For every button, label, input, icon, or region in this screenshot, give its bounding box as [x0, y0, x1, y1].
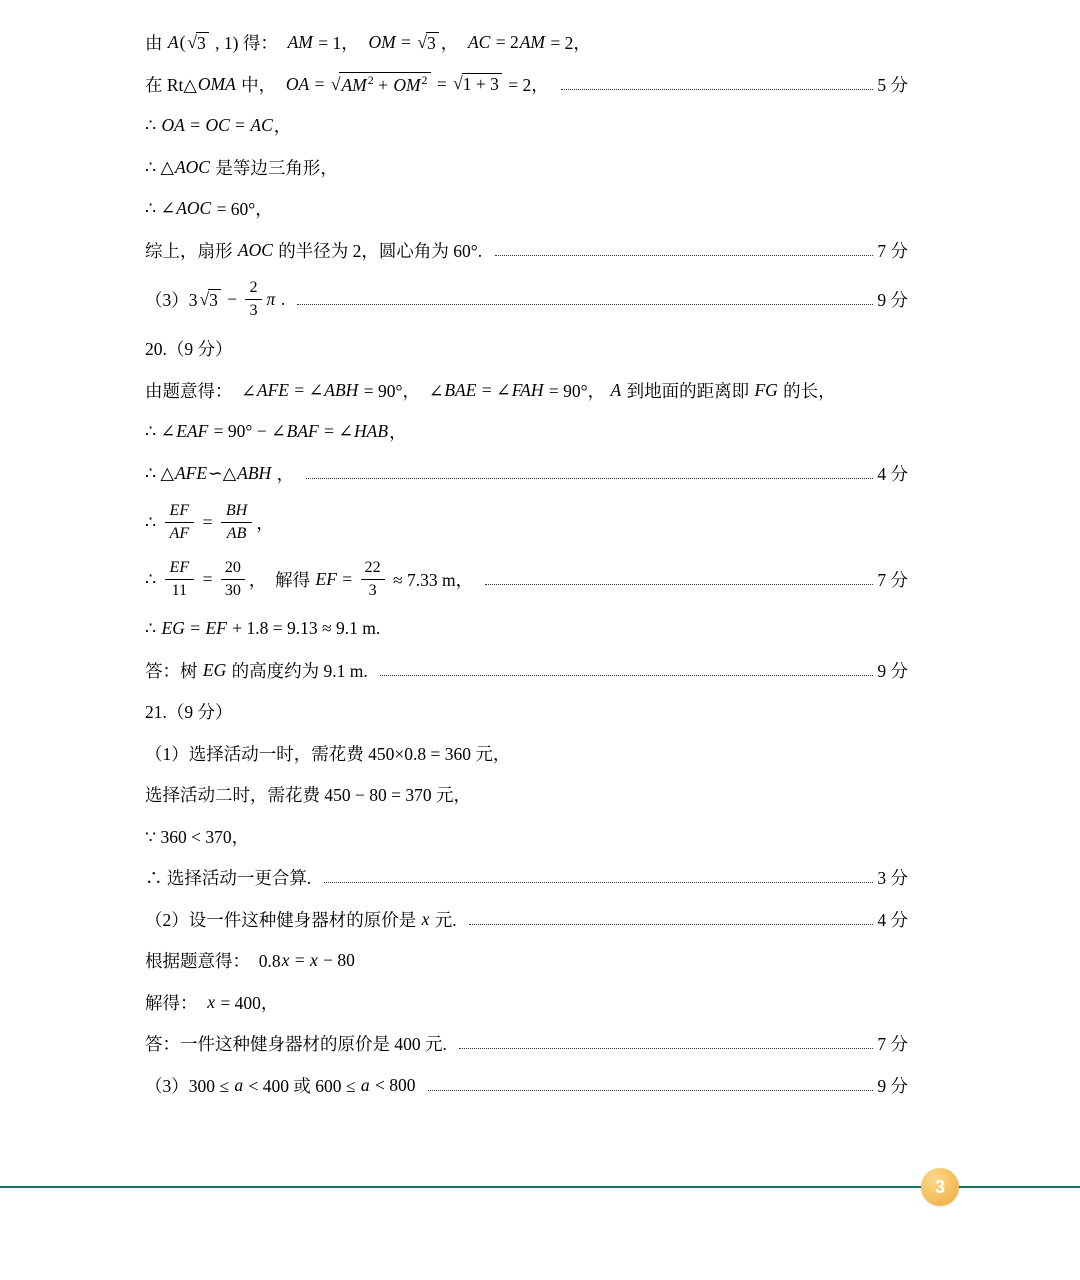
- math-variable: AF: [169, 525, 190, 542]
- text-segment: ，: [440, 33, 467, 54]
- dotted-leader: [306, 478, 873, 479]
- math-variable: BAF: [286, 421, 319, 442]
- numerator: [245, 278, 261, 300]
- text-segment: = 2，: [503, 74, 554, 95]
- text-segment: =: [396, 32, 416, 53]
- text-segment: = 90° − ∠: [209, 421, 286, 442]
- math-variable: x: [421, 908, 430, 929]
- text-segment: = 1，: [313, 33, 368, 54]
- score-label: 4 分: [877, 463, 908, 484]
- solution-line: [145, 982, 908, 1024]
- text-segment: ∴ △: [145, 156, 174, 177]
- dotted-leader: [428, 1090, 874, 1091]
- math-variable: AM: [341, 75, 367, 96]
- solution-line: [145, 147, 908, 189]
- text-segment: 22: [364, 558, 381, 576]
- solution-line: [145, 857, 908, 899]
- score-label: 5 分: [877, 74, 908, 95]
- text-segment: ∴ ∠: [145, 198, 176, 219]
- radical-sign: √: [453, 73, 463, 94]
- text-segment: ∴ ∠: [145, 421, 176, 442]
- score-label: 9 分: [877, 290, 908, 310]
- text-segment: , 1) 得：: [210, 33, 287, 54]
- math-variable: EF: [315, 569, 337, 589]
- math-power: [340, 75, 373, 95]
- text-segment: ，: [389, 422, 407, 443]
- text-segment: =: [337, 569, 357, 589]
- radical-sign: √: [187, 31, 198, 52]
- text-segment: 20.（9 分）: [145, 339, 233, 360]
- text-segment: = ∠: [290, 379, 324, 400]
- math-variable: AC: [467, 32, 491, 53]
- text-segment: 3: [209, 289, 218, 310]
- solution-line: [145, 733, 908, 775]
- math-variable: ABH: [324, 379, 359, 400]
- text-segment: ∴: [145, 569, 161, 589]
- dotted-leader: [561, 89, 873, 90]
- denominator: [365, 580, 381, 601]
- math-variable: BAE: [444, 379, 477, 400]
- solution-line: [145, 608, 908, 650]
- text-segment: 2: [249, 278, 258, 296]
- dotted-leader: [324, 882, 874, 883]
- fraction: [361, 558, 385, 601]
- math-variable: BH: [225, 501, 248, 519]
- text-segment: 3: [197, 32, 206, 53]
- denominator: [165, 523, 195, 544]
- text-segment: 在 Rt△: [145, 74, 197, 95]
- math-variable: EF: [205, 618, 227, 639]
- math-variable: HAB: [354, 421, 389, 442]
- text-segment: ∽△: [208, 462, 237, 483]
- fraction: [165, 501, 195, 544]
- math-variable: AOC: [237, 239, 273, 260]
- math-variable: EF: [169, 501, 190, 519]
- math-variable: AFE: [174, 462, 208, 483]
- solution-line: [145, 105, 908, 147]
- solution-line: [145, 899, 908, 941]
- solution-line: [145, 328, 908, 370]
- text-segment: 综上，扇形: [145, 240, 237, 261]
- denominator: [168, 580, 192, 601]
- math-exponent: 2: [367, 73, 374, 88]
- footer-divider: [0, 1186, 1080, 1188]
- text-segment: 的半径为 2，圆心角为 60°.: [273, 240, 487, 261]
- solution-line: [145, 1065, 908, 1107]
- math-variable: OA: [285, 73, 310, 94]
- text-segment: +: [373, 75, 393, 96]
- math-variable: EF: [169, 558, 190, 576]
- text-segment: 3: [426, 32, 436, 53]
- text-segment: 选择活动二时，需花费 450 − 80 = 370 元，: [145, 785, 471, 806]
- solution-line: [145, 411, 908, 453]
- fraction: [165, 558, 195, 601]
- text-segment: =: [290, 950, 310, 971]
- solution-line: [145, 22, 908, 64]
- text-segment: （3）300 ≤: [145, 1075, 234, 1096]
- denominator: [221, 580, 245, 601]
- fraction: [221, 558, 245, 601]
- text-segment: =: [198, 569, 217, 589]
- math-variable: AM: [287, 32, 313, 53]
- text-segment: < 800: [370, 1074, 420, 1095]
- math-variable: x: [207, 991, 216, 1012]
- score-label: 9 分: [877, 660, 908, 681]
- radicand: [426, 32, 439, 54]
- fraction: [245, 278, 261, 321]
- score-label: 7 分: [877, 1034, 908, 1055]
- text-segment: ∴ △: [145, 462, 174, 483]
- solution-line: [145, 370, 908, 412]
- dotted-leader: [495, 255, 874, 256]
- solution-line: [145, 453, 908, 495]
- text-segment: 到地面的距离即: [622, 380, 754, 401]
- math-variable: FG: [754, 379, 778, 400]
- text-segment: = 400，: [216, 992, 279, 1013]
- text-segment: =: [432, 73, 452, 94]
- math-variable: EAF: [176, 421, 209, 442]
- solution-line: [145, 551, 908, 608]
- text-segment: = 60°，: [212, 199, 273, 220]
- text-segment: 由题意得： ∠: [145, 380, 256, 401]
- text-segment: 1 + 3: [462, 74, 499, 95]
- math-variable: AFE: [256, 379, 289, 400]
- text-segment: =: [185, 115, 205, 136]
- text-segment: ∴: [145, 115, 161, 136]
- text-segment: < 400 或 600 ≤: [244, 1075, 360, 1096]
- page-number-badge: [921, 1168, 959, 1206]
- text-segment: 元.: [430, 909, 462, 930]
- math-variable: OMA: [197, 73, 236, 94]
- numerator: [165, 501, 195, 523]
- math-variable: ABH: [237, 462, 272, 483]
- math-variable: AOC: [176, 198, 212, 219]
- text-segment: + 1.8 = 9.13 ≈ 9.1 m.: [227, 618, 381, 639]
- text-segment: ， 解得: [248, 570, 315, 590]
- math-exponent: 2: [421, 73, 428, 88]
- solution-line: [145, 188, 908, 230]
- score-label: 4 分: [877, 909, 908, 930]
- text-segment: ∴: [145, 618, 161, 639]
- solution-line: [145, 271, 908, 328]
- math-variable: OC: [205, 115, 230, 136]
- score-label: 7 分: [877, 570, 908, 590]
- text-segment: ∵ 360 < 370，: [145, 826, 250, 847]
- text-segment: 3: [368, 582, 377, 599]
- text-segment: ∴: [145, 512, 161, 532]
- math-variable: a: [234, 1074, 244, 1095]
- solution-line: [145, 691, 908, 733]
- solution-line: [145, 940, 908, 982]
- text-segment: 是等边三角形，: [210, 157, 338, 178]
- text-segment: 20: [224, 558, 241, 576]
- text-segment: 解得：: [145, 992, 207, 1013]
- text-segment: ∴ 选择活动一更合算.: [145, 868, 316, 889]
- text-segment: 答：树: [145, 660, 202, 681]
- sqrt-expression: [417, 32, 438, 54]
- radicand: [462, 73, 502, 95]
- radical-sign: √: [199, 288, 210, 309]
- radicand: [339, 72, 430, 96]
- math-variable: a: [360, 1074, 370, 1095]
- text-segment: = 2，: [545, 33, 591, 54]
- text-segment: ，: [272, 463, 299, 484]
- text-segment: = ∠: [477, 379, 511, 400]
- text-segment: （3）3: [145, 290, 198, 310]
- text-segment: = 2: [491, 32, 519, 53]
- sqrt-expression: [200, 289, 221, 311]
- radicand: [208, 289, 221, 311]
- solution-line: [145, 1023, 908, 1065]
- text-segment: 11: [171, 582, 188, 599]
- score-label: 9 分: [877, 1075, 908, 1096]
- solution-line: [145, 230, 908, 272]
- solution-line: [145, 64, 908, 106]
- math-variable: x: [310, 950, 318, 971]
- sqrt-expression: [187, 32, 208, 54]
- math-variable: π: [266, 289, 276, 309]
- dotted-leader: [297, 304, 873, 305]
- radical-sign: √: [330, 74, 341, 95]
- text-segment: 答：一件这种健身器材的原价是 400 元.: [145, 1034, 452, 1055]
- numerator: [221, 501, 252, 523]
- denominator: [222, 523, 252, 544]
- math-variable: OM: [368, 32, 396, 53]
- math-variable: OM: [393, 75, 421, 96]
- math-variable: EG: [202, 659, 227, 680]
- sqrt-expression: [453, 73, 502, 95]
- numerator: [221, 558, 245, 580]
- text-segment: = ∠: [319, 421, 354, 442]
- radical-sign: √: [417, 31, 427, 52]
- text-segment: （1）选择活动一时，需花费 450×0.8 = 360 元，: [145, 743, 511, 764]
- math-variable: x: [281, 950, 290, 971]
- text-segment: 根据题意得： 0.8: [145, 951, 281, 972]
- text-segment: =: [185, 618, 205, 639]
- fraction: [221, 501, 252, 544]
- dotted-leader: [485, 584, 873, 585]
- solution-line: [145, 774, 908, 816]
- math-variable: AM: [519, 32, 545, 53]
- math-variable: AB: [226, 525, 247, 542]
- math-variable: FAH: [511, 379, 544, 400]
- math-power: [392, 75, 427, 95]
- solution-line: [145, 816, 908, 858]
- math-variable: EG: [161, 618, 185, 639]
- text-segment: 的高度约为 9.1 m.: [227, 660, 373, 681]
- math-variable: OA: [161, 115, 185, 136]
- score-label: 3 分: [877, 868, 908, 889]
- numerator: [165, 558, 195, 580]
- text-segment: 由: [145, 33, 167, 54]
- text-segment: = 90°， ∠: [359, 380, 444, 401]
- text-segment: = 90°，: [544, 380, 610, 401]
- text-segment: 的长，: [778, 380, 836, 401]
- text-segment: =: [198, 512, 217, 532]
- text-segment: =: [230, 115, 250, 136]
- dotted-leader: [380, 675, 873, 676]
- dotted-leader: [469, 924, 873, 925]
- denominator: [245, 300, 261, 321]
- page-number: 3: [934, 1176, 945, 1197]
- solution-line: [145, 650, 908, 692]
- dotted-leader: [459, 1048, 873, 1049]
- text-segment: −: [222, 289, 242, 309]
- math-variable: AOC: [174, 156, 210, 177]
- text-segment: （2）设一件这种健身器材的原价是: [145, 909, 421, 930]
- text-segment: ≈ 7.33 m，: [388, 570, 478, 590]
- score-label: 7 分: [877, 240, 908, 261]
- numerator: [361, 558, 385, 580]
- text-segment: ，: [273, 116, 292, 137]
- math-variable: AC: [250, 115, 273, 136]
- text-segment: .: [276, 289, 290, 309]
- text-segment: ，: [256, 513, 274, 533]
- sqrt-expression: [331, 72, 431, 96]
- text-segment: 21.（9 分）: [145, 702, 233, 723]
- text-segment: (: [179, 32, 186, 53]
- math-variable: A: [167, 32, 179, 53]
- radicand: [196, 32, 209, 54]
- math-variable: A: [610, 379, 622, 400]
- solution-line: [145, 494, 908, 551]
- text-segment: 中，: [236, 74, 285, 95]
- text-segment: − 80: [318, 950, 355, 971]
- text-segment: 30: [224, 582, 241, 599]
- text-segment: 3: [249, 302, 258, 319]
- text-segment: =: [310, 73, 329, 94]
